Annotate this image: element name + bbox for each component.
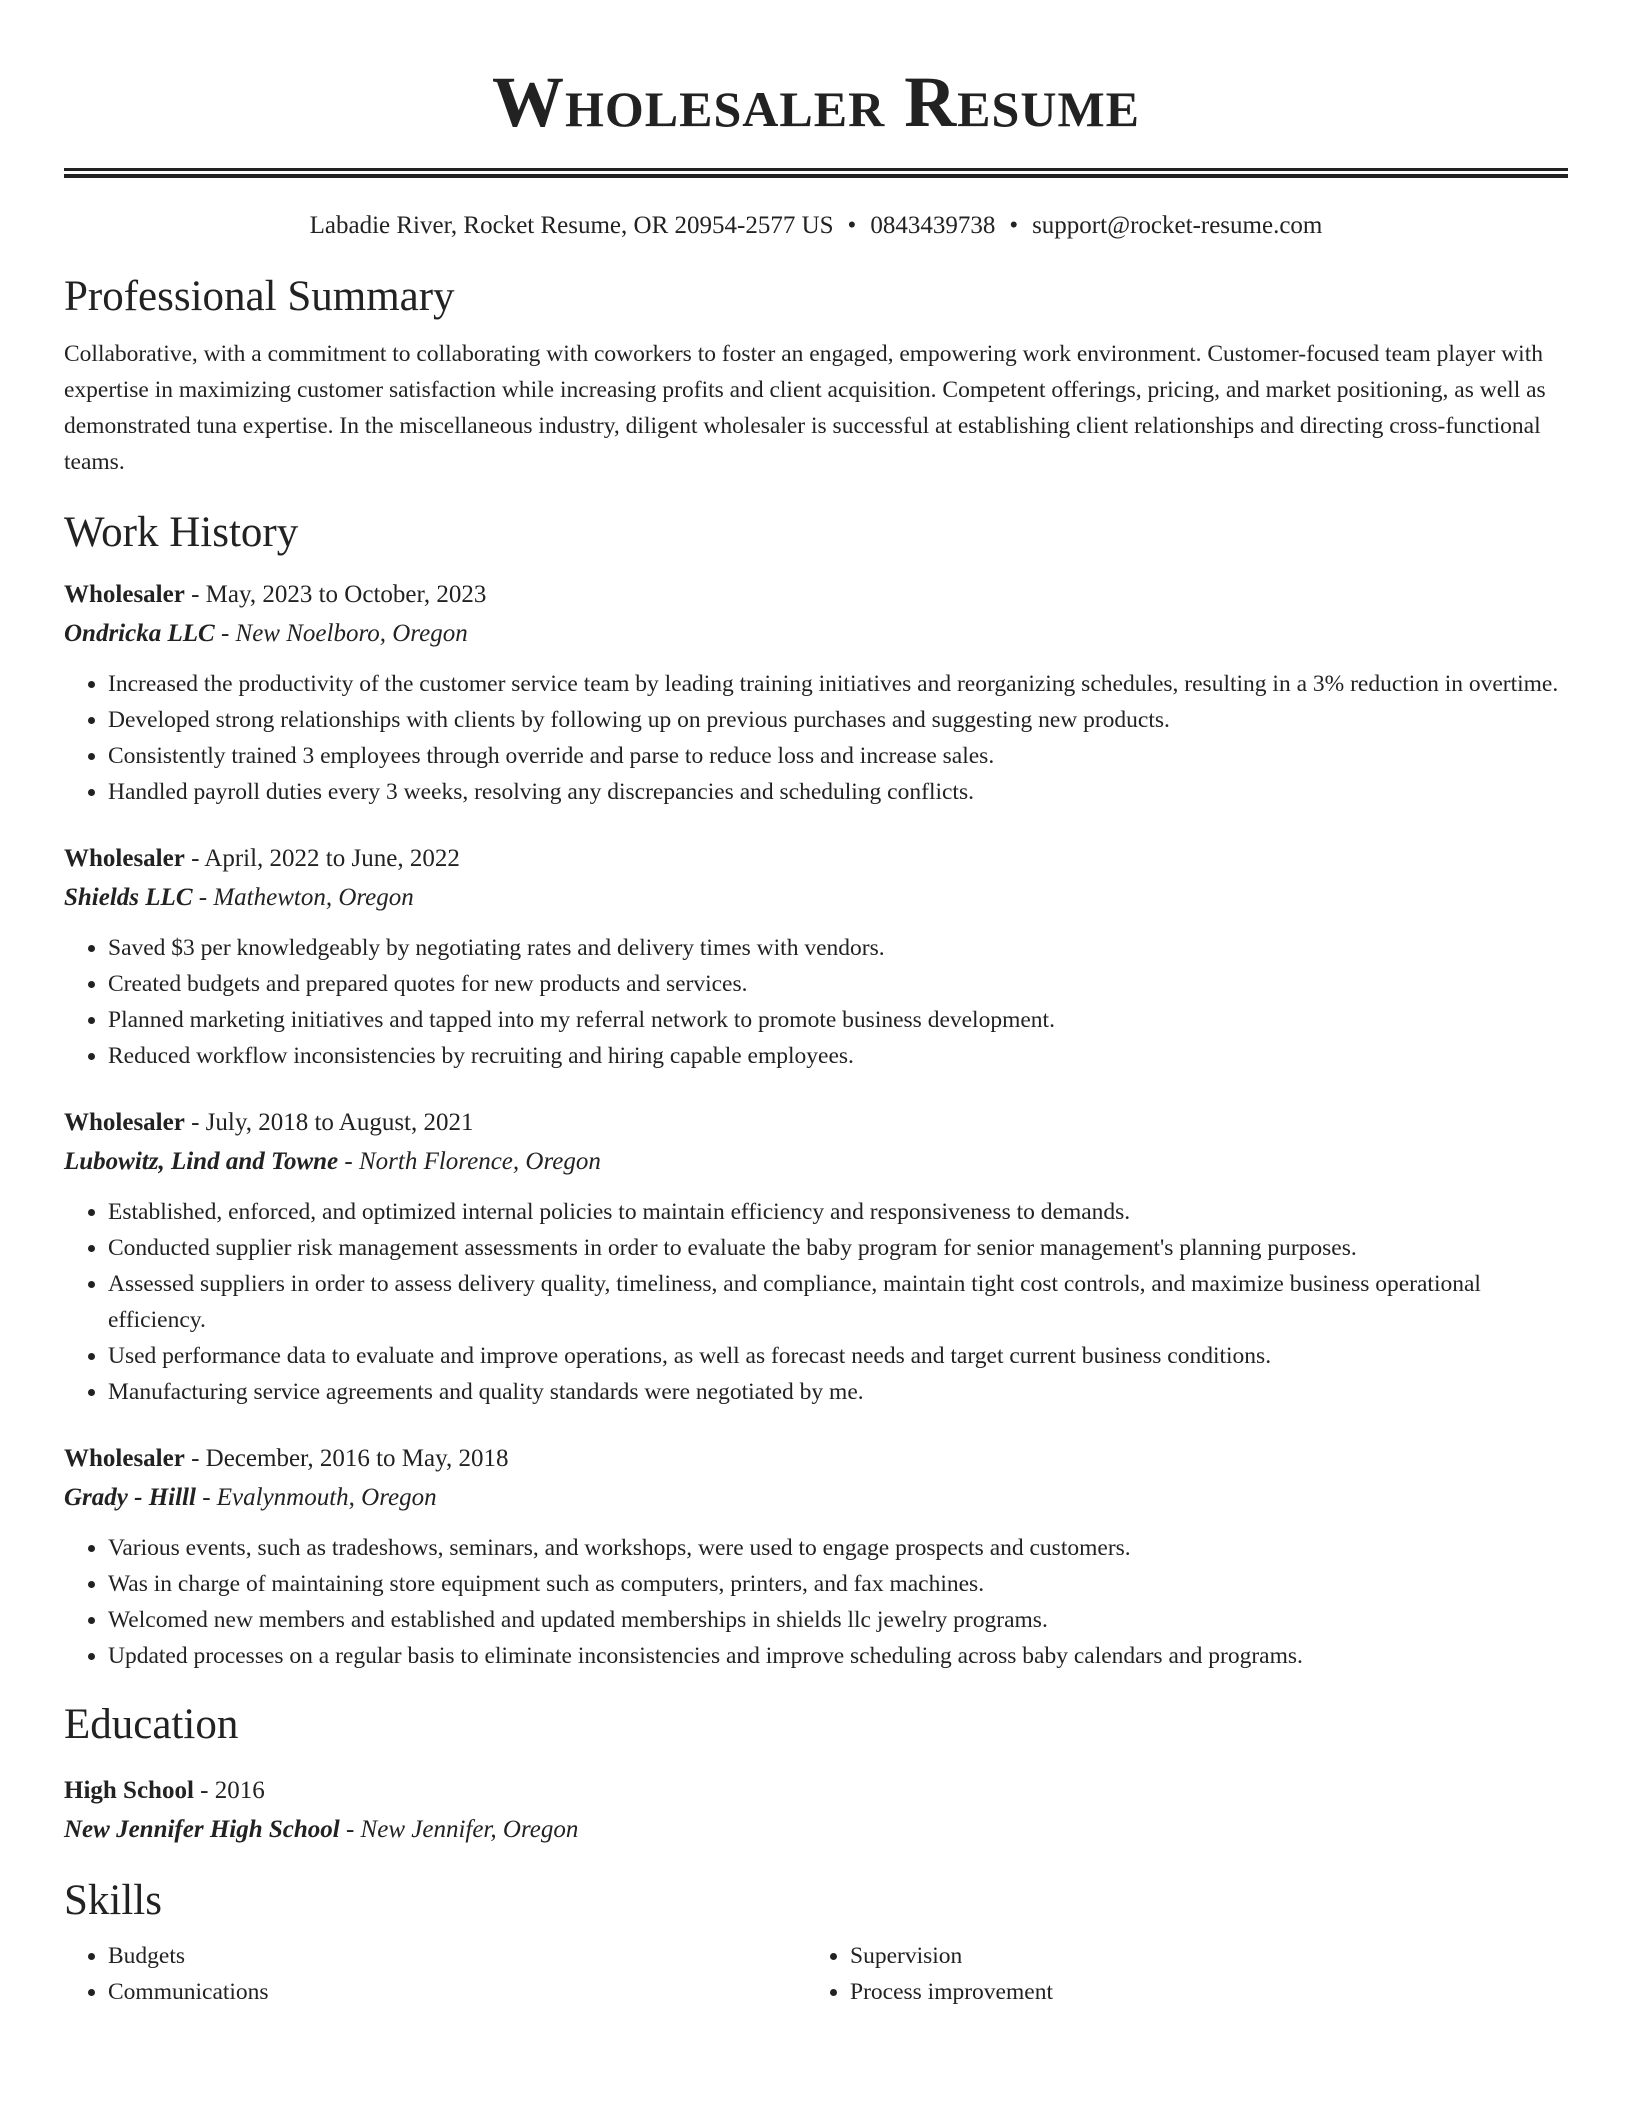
contact-address: Labadie River, Rocket Resume, OR 20954-2577 US — [309, 212, 834, 239]
job-bullet: • Created budgets and prepared quotes for new products and services. — [108, 966, 1568, 1002]
job-bullets — [64, 666, 1568, 810]
graduation-year: - 2016 — [193, 1777, 265, 1804]
job-bullet: • Various events, such as tradeshows, seminars, and workshops, were used to engage prospects and customers. — [108, 1530, 1568, 1566]
job-dates: - May, 2023 to October, 2023 — [184, 581, 487, 608]
title-divider — [64, 168, 1568, 178]
employer-location: - Evalynmouth, Oregon — [195, 1484, 437, 1511]
job-entry — [64, 1104, 1568, 1410]
skills-column-right — [806, 1938, 1548, 2010]
job-bullet: • Established, enforced, and optimized internal policies to maintain efficiency and responsiveness to demands. — [108, 1194, 1568, 1230]
job-title: Wholesaler — [64, 1445, 185, 1472]
job-title: Wholesaler — [64, 581, 185, 608]
job-title-line — [64, 1440, 1568, 1478]
job-entry — [64, 576, 1568, 810]
job-entry — [64, 1440, 1568, 1674]
school-name: New Jennifer High School — [64, 1816, 340, 1843]
job-bullet: • Was in charge of maintaining store equipment such as computers, printers, and fax machines. — [108, 1566, 1568, 1602]
job-dates: - April, 2022 to June, 2022 — [184, 845, 460, 872]
employer-name: Grady - Hilll — [64, 1484, 196, 1511]
employer-name: Lubowitz, Lind and Towne — [64, 1148, 339, 1175]
job-title-line — [64, 840, 1568, 878]
job-bullet: • Assessed suppliers in order to assess delivery quality, timeliness, and compliance, maintain tight cost controls, and maximize business operational efficiency. — [108, 1266, 1568, 1338]
job-bullet: • Saved $3 per knowledgeably by negotiating rates and delivery times with vendors. — [108, 930, 1568, 966]
job-bullet: • Conducted supplier risk management assessments in order to evaluate the baby program for senior management's planning purposes. — [108, 1230, 1568, 1266]
job-bullet: • Planned marketing initiatives and tapped into my referral network to promote business development. — [108, 1002, 1568, 1038]
employer-location: - New Noelboro, Oregon — [214, 620, 468, 647]
skill-item: • Communications — [108, 1974, 806, 2010]
school-location: - New Jennifer, Oregon — [339, 1816, 579, 1843]
education-entry — [64, 1772, 1568, 1850]
job-bullet: • Handled payroll duties every 3 weeks, resolving any discrepancies and scheduling conflicts. — [108, 774, 1568, 810]
job-dates: - December, 2016 to May, 2018 — [184, 1445, 509, 1472]
job-title: Wholesaler — [64, 845, 185, 872]
employer-location: - North Florence, Oregon — [338, 1148, 601, 1175]
job-dates: - July, 2018 to August, 2021 — [184, 1109, 474, 1136]
job-bullet: • Increased the productivity of the customer service team by leading training initiatives and reorganizing schedules, resulting in a 3% reduction in overtime. — [108, 666, 1568, 702]
job-entry — [64, 840, 1568, 1074]
contact-separator: • — [847, 212, 857, 239]
job-bullets — [64, 930, 1568, 1074]
summary-heading: Professional Summary — [64, 273, 455, 320]
employer-line — [64, 1142, 1568, 1182]
skill-item: • Supervision — [850, 1938, 1548, 1974]
contact-line — [64, 210, 1568, 242]
job-bullet: • Updated processes on a regular basis to eliminate inconsistencies and improve scheduling across baby calendars and programs. — [108, 1638, 1568, 1674]
skills-list — [64, 1938, 1568, 2010]
summary-text: Collaborative, with a commitment to collaborating with coworkers to foster an engaged, empowering work environment. Customer-focused team player with expertise in maximizing customer satisfaction while increasing profits and client acquisition. Competent offerings, pricing, and market positioning, as well as demonstrated tuna expertise. In the miscellaneous industry, diligent wholesaler is successful at establishing client relationships and directing cross-functional teams. — [64, 341, 1546, 475]
job-bullet: • Reduced workflow inconsistencies by recruiting and hiring capable employees. — [108, 1038, 1568, 1074]
job-bullet: • Developed strong relationships with clients by following up on previous purchases and suggesting new products. — [108, 702, 1568, 738]
resume-title: Wholesaler Resume — [491, 62, 1140, 142]
skills-column-left — [64, 1938, 806, 2010]
job-title-line — [64, 576, 1568, 614]
school-line — [64, 1810, 1568, 1850]
job-bullet: • Consistently trained 3 employees through override and parse to reduce loss and increase sales. — [108, 738, 1568, 774]
contact-separator: • — [1009, 212, 1019, 239]
contact-phone: 0843439738 — [870, 212, 996, 239]
skill-item: • Budgets — [108, 1938, 806, 1974]
degree: High School — [64, 1777, 194, 1804]
job-bullet: • Welcomed new members and established and updated memberships in shields llc jewelry programs. — [108, 1602, 1568, 1638]
education-heading: Education — [64, 1701, 239, 1748]
job-title: Wholesaler — [64, 1109, 185, 1136]
employer-name: Shields LLC — [64, 884, 193, 911]
job-bullets — [64, 1194, 1568, 1410]
degree-line — [64, 1772, 1568, 1810]
employer-line — [64, 614, 1568, 654]
contact-email: support@rocket-resume.com — [1032, 212, 1323, 239]
job-bullets — [64, 1530, 1568, 1674]
skills-heading: Skills — [64, 1877, 162, 1924]
employer-line — [64, 1478, 1568, 1518]
employer-name: Ondricka LLC — [64, 620, 215, 647]
work-history-heading: Work History — [64, 509, 299, 556]
employer-location: - Mathewton, Oregon — [192, 884, 414, 911]
employer-line — [64, 878, 1568, 918]
skill-item: • Process improvement — [850, 1974, 1548, 2010]
job-bullet: • Used performance data to evaluate and improve operations, as well as forecast needs and target current business conditions. — [108, 1338, 1568, 1374]
job-title-line — [64, 1104, 1568, 1142]
job-bullet: • Manufacturing service agreements and quality standards were negotiated by me. — [108, 1374, 1568, 1410]
